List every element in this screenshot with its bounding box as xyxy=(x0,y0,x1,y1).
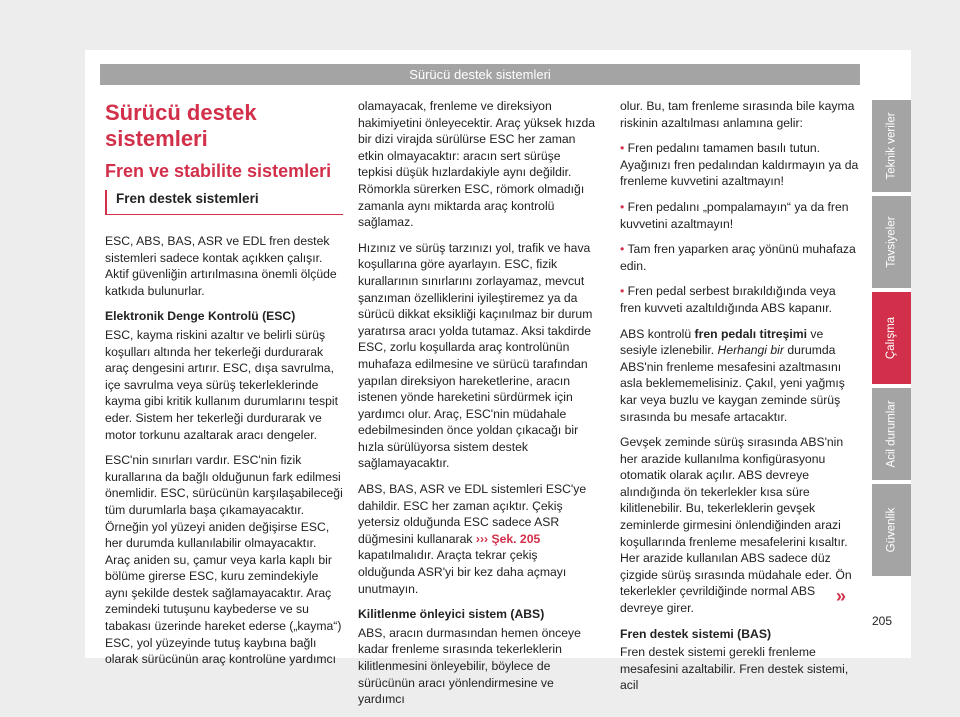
tab-tavsiyeler[interactable] xyxy=(872,196,911,288)
subsection-heading xyxy=(105,190,343,215)
bullet-text: Fren pedalını tamamen basılı tutun. Ayağınızı fren pedalından kaldırmayın ya da frenleme kuvvetini azaltmayın! xyxy=(620,141,859,189)
bullet-text: Tam fren yaparken araç yönünü muhafaza edin. xyxy=(620,242,856,273)
bullet-icon: • xyxy=(620,141,625,156)
abs-paragraph-3-bold: fren pedalı titreşimi xyxy=(694,326,807,341)
section-title: Fren ve stabilite sistemleri xyxy=(105,161,332,181)
figure-reference-link[interactable]: ››› Şek. 205 xyxy=(475,531,541,546)
tab-calisma[interactable] xyxy=(872,292,911,384)
subsection-title: Fren destek sistemleri xyxy=(116,191,259,206)
abs-heading: Kilitlenme önleyici sistem (ABS) xyxy=(358,607,545,622)
esc-heading: Elektronik Denge Kontrolü (ESC) xyxy=(105,309,296,324)
esc-paragraph-1: ESC, kayma riskini azaltır ve belirli sürüş koşulları altında her tekerleği durdurarak araç dengesini artırır. ESC, dışa savrulma, içe savrulma veya sürüş tekerleklerinde kayma gibi kritik kullanım durumlarını tespit eder. Sistem her tekerleği durdurarak ve motor torkunu azaltarak aracı dengeler. xyxy=(105,327,338,442)
abs-paragraph-4: Gevşek zeminde sürüş sırasında ABS'nin her arazide kullanılma konfigürasyonu otomatik olarak açılır. ABS devreye alındığında ön tekerlekler kısa süre kilitlenebilir. Bu, tekerleklerin gevşek zeminlerde girmesini önlendiğinden arazi koşullarında frenleme mesafelerini kısaltır. Her arazide kullanılan ABS sadece düz çizgide sürüş sırasında müdahale eder. Ön tekerlekler çevrildiğinde normal ABS devreye girer. xyxy=(620,435,852,616)
bullet-item xyxy=(620,199,860,232)
column-1 xyxy=(105,100,343,677)
tab-label: Çalışma xyxy=(885,316,898,360)
bullet-text: Fren pedal serbest bırakıldığında veya fren kuvveti azaltıldığında ABS kapanır. xyxy=(620,284,836,315)
abs-paragraph-3-italic: Herhangi bir xyxy=(717,343,784,358)
abs-paragraph-3 xyxy=(620,326,860,426)
abs-paragraph-3-text-c: ve sesiyle izlenebilir. xyxy=(620,326,824,358)
bullet-text: Fren pedalını „pompalamayın“ ya da fren kuvvetini azaltmayın! xyxy=(620,199,849,231)
bullet-icon: • xyxy=(620,242,625,257)
bas-heading: Fren destek sistemi (BAS) xyxy=(620,626,772,641)
tab-label: Tavsiyeler xyxy=(885,216,898,268)
running-header-title: Sürücü destek sistemleri xyxy=(409,67,551,82)
intro-paragraph: ESC, ABS, BAS, ASR ve EDL fren destek sistemleri sadece kontak açıkken çalışır. Aktif güvenliğin artırılmasına önemli ölçüde katkıda bulunurlar. xyxy=(105,234,337,298)
esc-paragraph-5 xyxy=(358,481,596,597)
bas-paragraph-1: Fren destek sistemi gerekli frenleme mesafesini azaltabilir. Fren destek sistemi, acil xyxy=(620,645,849,693)
esc-paragraph-2: ESC'nin sınırları vardır. ESC'nin fizik kurallarına da bağlı olduğunun fark edilmesi önemlidir. ESC, sürücünün karşılaşabileceği tüm durumlarla başa çıkamayacaktır. Örneğin yol yüzeyi aniden değişirse ESC, her durumda kullanılabilir olmayacaktır. Araç aniden su, çamur veya karla kaplı bir bölüme girerse ESC, kuru zemindekiyle aynı şekilde destek sağlamayacaktır. Araç zemindeki tutuşunu kaybederse ve su tabakası üzerinde hareket ederse („kayma“) ESC, yol yüzeyinde tutuş kaybına bağlı olarak sürücünün araç kontrolüne yardımcı xyxy=(105,453,343,667)
abs-paragraph-3-text-a: ABS kontrolü xyxy=(620,326,695,341)
tab-guvenlik[interactable] xyxy=(872,484,911,576)
abs-paragraph-3-text-e: durumda ABS'nin frenleme mesafesini azaltmasını asla beklememelisiniz. Çakıl, yeni yağmış kar veya buzlu ve kaygan zeminde sürüş sırasında bu mesafe artacaktır. xyxy=(620,343,845,424)
esc-paragraph-5-text-b: kapatılmalıdır. Araçta tekrar çekiş olduğunda ASR'yi bir kez daha açmayı unutmayın. xyxy=(358,548,567,596)
tab-teknik-veriler[interactable] xyxy=(872,100,911,192)
tab-label: Acil durumlar xyxy=(885,400,898,468)
column-2 xyxy=(358,98,596,717)
continue-icon: » xyxy=(836,586,847,606)
bullet-icon: • xyxy=(620,199,625,214)
esc-paragraph-5-text-a: ABS, BAS, ASR ve EDL sistemleri ESC'ye dahildir. ESC her zaman açıktır. Çekiş yetersiz olduğunda ESC sadece ASR düğmesini kullanarak xyxy=(358,482,587,546)
page-number: 205 xyxy=(872,614,893,628)
column-3 xyxy=(620,98,860,703)
chapter-title: Sürücü destek sistemleri xyxy=(105,100,257,151)
bullet-item xyxy=(620,283,860,316)
bullet-item xyxy=(620,140,860,190)
abs-paragraph-1: ABS, aracın durmasından hemen önceye kadar frenleme sırasında tekerleklerin kilitlenmesini önleyebilir, böylece de sürücünün aracı yönlendirmesine ve yardımcı xyxy=(358,625,581,707)
tab-label: Güvenlik xyxy=(885,507,898,553)
abs-paragraph-2: olur. Bu, tam frenleme sırasında bile kayma riskinin azaltılması anlamına gelir: xyxy=(620,99,855,130)
esc-paragraph-4: Hızınız ve sürüş tarzınızı yol, trafik ve hava koşullarına göre ayarlayın. ESC, fizik kurallarının sınırlarını zorlayamaz, mevcut şanzıman özelliklerini iyileştiremez ya da sürücü dikkat eksikliği kaçınılmaz bir durum yaratırsa aracı yolda tutamaz. Aksi takdirde ESC, zorlu koşullarda araç kontrolünün muhafaza edilmesine ve sürücü tarafından yapılan direksiyon hareketlerine, aracın istenen yönde hareketini sürdürmek için yardımcı olur. Araç, ESC'nin müdahale edebilmesinden önce yoldan çıkacağı bir hızla sürülüyorsa sistem destek sağlamayacaktır. xyxy=(358,240,593,471)
bullet-icon: • xyxy=(620,284,625,299)
bullet-item xyxy=(620,241,860,274)
running-header xyxy=(100,64,860,85)
esc-paragraph-3: olamayacak, frenleme ve direksiyon hakimiyetini önleyecektir. Araç yüksek hızda bir dizi virajda sürülürse ESC her zaman etkin olmayacaktır: aracın sert sürüşe tepkisi düşük hızlardakiyle aynı değildir. Römorkla sürerken ESC, römork olmadığı zamanla aynı miktarda araç kontrolü sağlamaz. xyxy=(358,99,596,230)
tab-label: Teknik veriler xyxy=(885,112,898,180)
tab-acil-durumlar[interactable] xyxy=(872,388,911,480)
